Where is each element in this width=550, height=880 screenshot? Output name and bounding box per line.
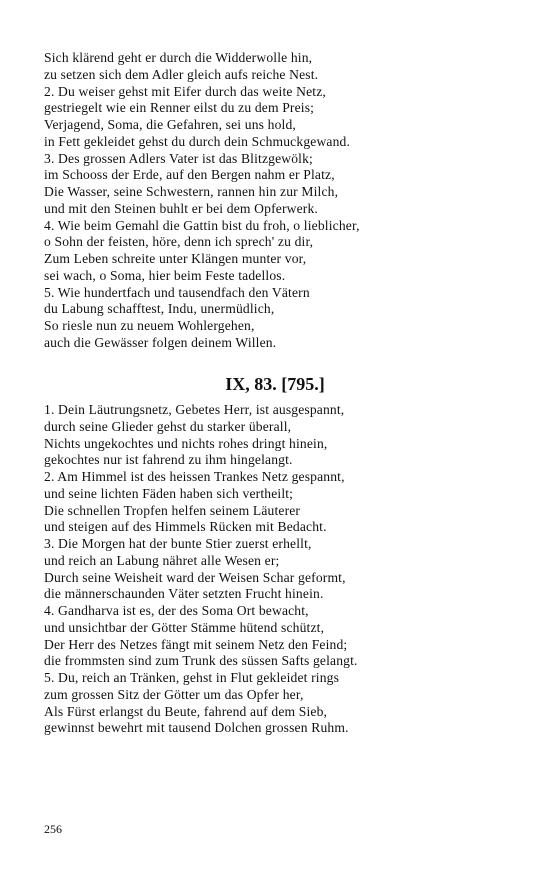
verse-line: und unsichtbar der Götter Stämme hütend schützt, — [44, 619, 325, 635]
verse-line: du Labung schafftest, Indu, unermüdlich, — [44, 301, 275, 317]
verse-line: 2. Am Himmel ist des heissen Trankes Netz gespannt, — [44, 469, 345, 484]
verse-line: und steigen auf des Himmels Rücken mit Bedacht. — [44, 519, 327, 535]
verse-line: gewinnst bewehrt mit tausend Dolchen grossen Ruhm. — [44, 720, 349, 736]
verse-line: Zum Leben schreite unter Klängen munter vor, — [44, 251, 307, 266]
verse-line: zum grossen Sitz der Götter um das Opfer her, — [44, 686, 304, 702]
verse-line: Der Herr des Netzes fängt mit seinem Netz den Feind; — [44, 636, 348, 652]
verse-line: auch die Gewässer folgen deinem Willen. — [44, 334, 277, 350]
verse-line: und reich an Labung nähret alle Wesen er; — [44, 552, 280, 568]
verse-line: Verjagend, Soma, die Gefahren, sei uns hold, — [44, 117, 296, 132]
verse-line: 3. Des grossen Adlers Vater ist das Blitzgewölk; — [44, 150, 313, 166]
verse-line: 2. Du weiser gehst mit Eifer durch das weite Netz, — [44, 83, 326, 99]
verse-line: Durch seine Weisheit ward der Weisen Schar geformt, — [44, 569, 346, 585]
page-number: 256 — [44, 822, 62, 836]
verse-line: und mit den Steinen buhlt er bei dem Opferwerk. — [44, 200, 318, 216]
verse-line: gestriegelt wie ein Renner eilst du zu dem Preis; — [44, 100, 315, 116]
verse-line: und seine lichten Fäden haben sich vertheilt; — [44, 485, 294, 501]
verse-line: 4. Wie beim Gemahl die Gattin bist du froh, o lieblicher, — [44, 217, 360, 233]
verse-line: 5. Wie hundertfach und tausendfach den Vätern — [44, 284, 310, 300]
verse-line: Sich klärend geht er durch die Widderwolle hin, — [44, 50, 313, 65]
verse-block-continued — [44, 50, 514, 352]
verse-line: Die schnellen Tropfen helfen seinem Läuterer — [44, 502, 301, 518]
verse-line: 1. Dein Läutrungsnetz, Gebetes Herr, ist ausgespannt, — [44, 402, 345, 417]
verse-line: Die Wasser, seine Schwestern, rannen hin zur Milch, — [44, 184, 339, 199]
verse-line: die männerschaunden Väter setzten Frucht hinein. — [44, 586, 324, 602]
verse-block-ix-83 — [44, 402, 514, 737]
verse-line: So riesle nun zu neuem Wohlergehen, — [44, 318, 255, 333]
verse-line: in Fett gekleidet gehst du durch dein Schmuckgewand. — [44, 133, 351, 149]
verse-line: sei wach, o Soma, hier beim Feste tadellos. — [44, 267, 286, 283]
verse-line: o Sohn der feisten, höre, denn ich sprech' zu dir, — [44, 234, 314, 250]
verse-line: Nichts ungekochtes und nichts rohes dringt hinein, — [44, 435, 328, 451]
verse-line: im Schooss der Erde, auf den Bergen nahm er Platz, — [44, 167, 335, 183]
verse-line: 5. Du, reich an Tränken, gehst in Flut gekleidet rings — [44, 670, 340, 685]
verse-line: 3. Die Morgen hat der bunte Stier zuerst erhellt, — [44, 536, 312, 551]
verse-line: Als Fürst erlangst du Beute, fahrend auf dem Sieb, — [44, 703, 328, 719]
verse-line: 4. Gandharva ist es, der des Soma Ort bewacht, — [44, 603, 309, 618]
verse-line: die frommsten sind zum Trunk des süssen Safts gelangt. — [44, 653, 358, 669]
section-heading: IX, 83. [795.] — [225, 374, 325, 394]
verse-line: zu setzen sich dem Adler gleich aufs reiche Nest. — [44, 66, 319, 82]
verse-line: gekochtes nur ist fahrend zu ihm hingelangt. — [44, 452, 293, 468]
verse-line: durch seine Glieder gehst du starker überall, — [44, 418, 292, 434]
